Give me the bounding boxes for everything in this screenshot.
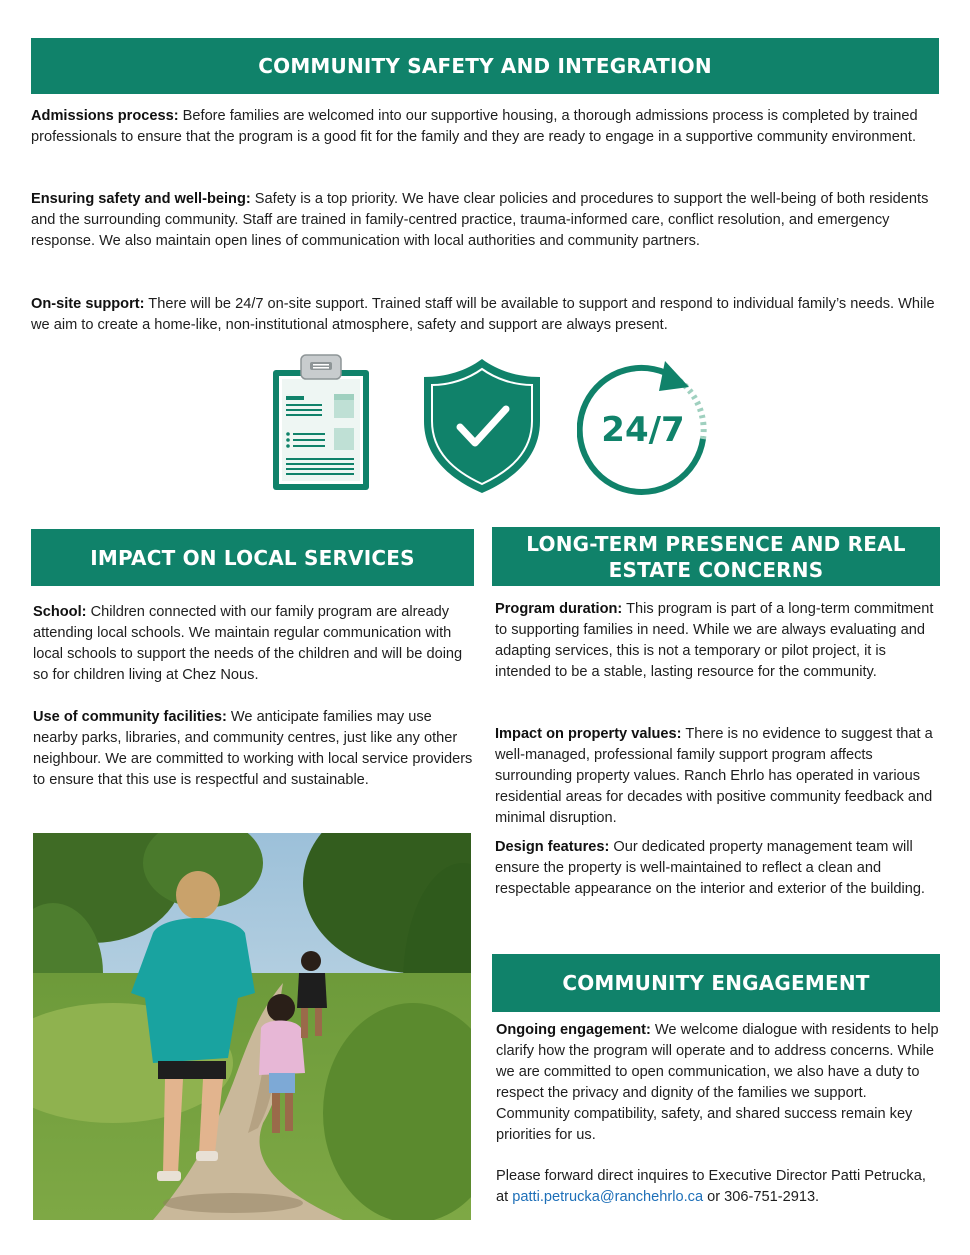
contact-paragraph	[496, 1166, 941, 1208]
facilities-label: Use of community facilities:	[33, 709, 227, 725]
section-title-community-safety: COMMUNITY SAFETY AND INTEGRATION	[31, 38, 939, 94]
onsite-paragraph	[31, 294, 939, 336]
clock-24-7-icon	[577, 357, 712, 495]
onsite-text: There will be 24/7 on-site support. Trained staff will be available to support and respond to individual family’s needs. While we aim to create a home-like, non-institutional atmosphere, safety and support are always present.	[31, 296, 935, 333]
school-text: Children connected with our family program are already attending local schools. We maintain regular communication with local schools to support the needs of the children and will be doing so for children living at Chez Nous.	[33, 604, 463, 683]
contact-prefix: Please forward direct inquires to Executive Director Patti Petrucka, at	[496, 1168, 926, 1205]
contact-email-link[interactable]: patti.petrucka@ranchehrlo.ca	[512, 1189, 704, 1205]
wellbeing-paragraph	[31, 189, 939, 252]
contact-suffix: or 306-751-2913.	[703, 1189, 820, 1205]
facilities-paragraph	[33, 707, 475, 791]
availability-text: 24/7	[601, 410, 685, 450]
program-duration-paragraph	[495, 599, 940, 683]
section-title-long-term-presence	[492, 527, 940, 586]
design-features-paragraph	[495, 837, 940, 900]
clipboard-icon	[270, 352, 372, 492]
family-walking-on-trail-photo	[33, 833, 471, 1220]
section-title-community-engagement: COMMUNITY ENGAGEMENT	[492, 954, 940, 1012]
ongoing-engagement-label: Ongoing engagement:	[496, 1022, 651, 1038]
program-duration-label: Program duration:	[495, 601, 623, 617]
ongoing-engagement-paragraph	[496, 1020, 941, 1146]
ongoing-engagement-text: We welcome dialogue with residents to help clarify how the program will operate and to address concerns. While we are committed to open communication, we also have a duty to respect the privacy and dignity of the families we support. Community compatibility, safety, and shared success remain key priorities for us.	[496, 1022, 939, 1143]
facilities-text: We anticipate families may use nearby parks, libraries, and community centres, just like any other neighbour. We are committed to working with local service providers to ensure that this use is respectful and sustainable.	[33, 709, 473, 788]
admissions-label: Admissions process:	[31, 108, 179, 124]
design-features-text: Our dedicated property management team will ensure the property is well-maintained to reflect a clean and respectable appearance on the interior and exterior of the building.	[495, 839, 925, 897]
section-title-line-1: LONG-TERM PRESENCE AND REAL	[526, 531, 906, 556]
section-title-impact-local-services: IMPACT ON LOCAL SERVICES	[31, 529, 474, 586]
program-duration-text: This program is part of a long-term commitment to supporting families in need. While we are always evaluating and adapting services, this is not a temporary or pilot project, it is intended to be a stable, lasting resource for the community.	[495, 601, 934, 680]
property-values-paragraph	[495, 724, 940, 829]
section-title-line-2: ESTATE CONCERNS	[608, 557, 824, 582]
design-features-label: Design features:	[495, 839, 610, 855]
shield-check-icon	[420, 357, 544, 495]
wellbeing-text: Safety is a top priority. We have clear policies and procedures to support the well-being of both residents and the surrounding community. Staff are trained in family-centred practice, trauma-informed care, conflict resolution, and emergency response. We also maintain open lines of communication with local authorities and community partners.	[31, 191, 929, 249]
onsite-label: On-site support:	[31, 296, 145, 312]
school-paragraph	[33, 602, 475, 686]
admissions-paragraph	[31, 106, 939, 148]
property-values-text: There is no evidence to suggest that a well-managed, professional family support program affects surrounding property values. Ranch Ehrlo has operated in various residential areas for decades with positive community feedback and minimal disruption.	[495, 726, 933, 826]
property-values-label: Impact on property values:	[495, 726, 682, 742]
school-label: School:	[33, 604, 87, 620]
admissions-text: Before families are welcomed into our supportive housing, a thorough admissions process is completed by trained professionals to ensure that the program is a good fit for the family and they are ready to engage in a supportive community environment.	[31, 108, 918, 145]
wellbeing-label: Ensuring safety and well-being:	[31, 191, 251, 207]
